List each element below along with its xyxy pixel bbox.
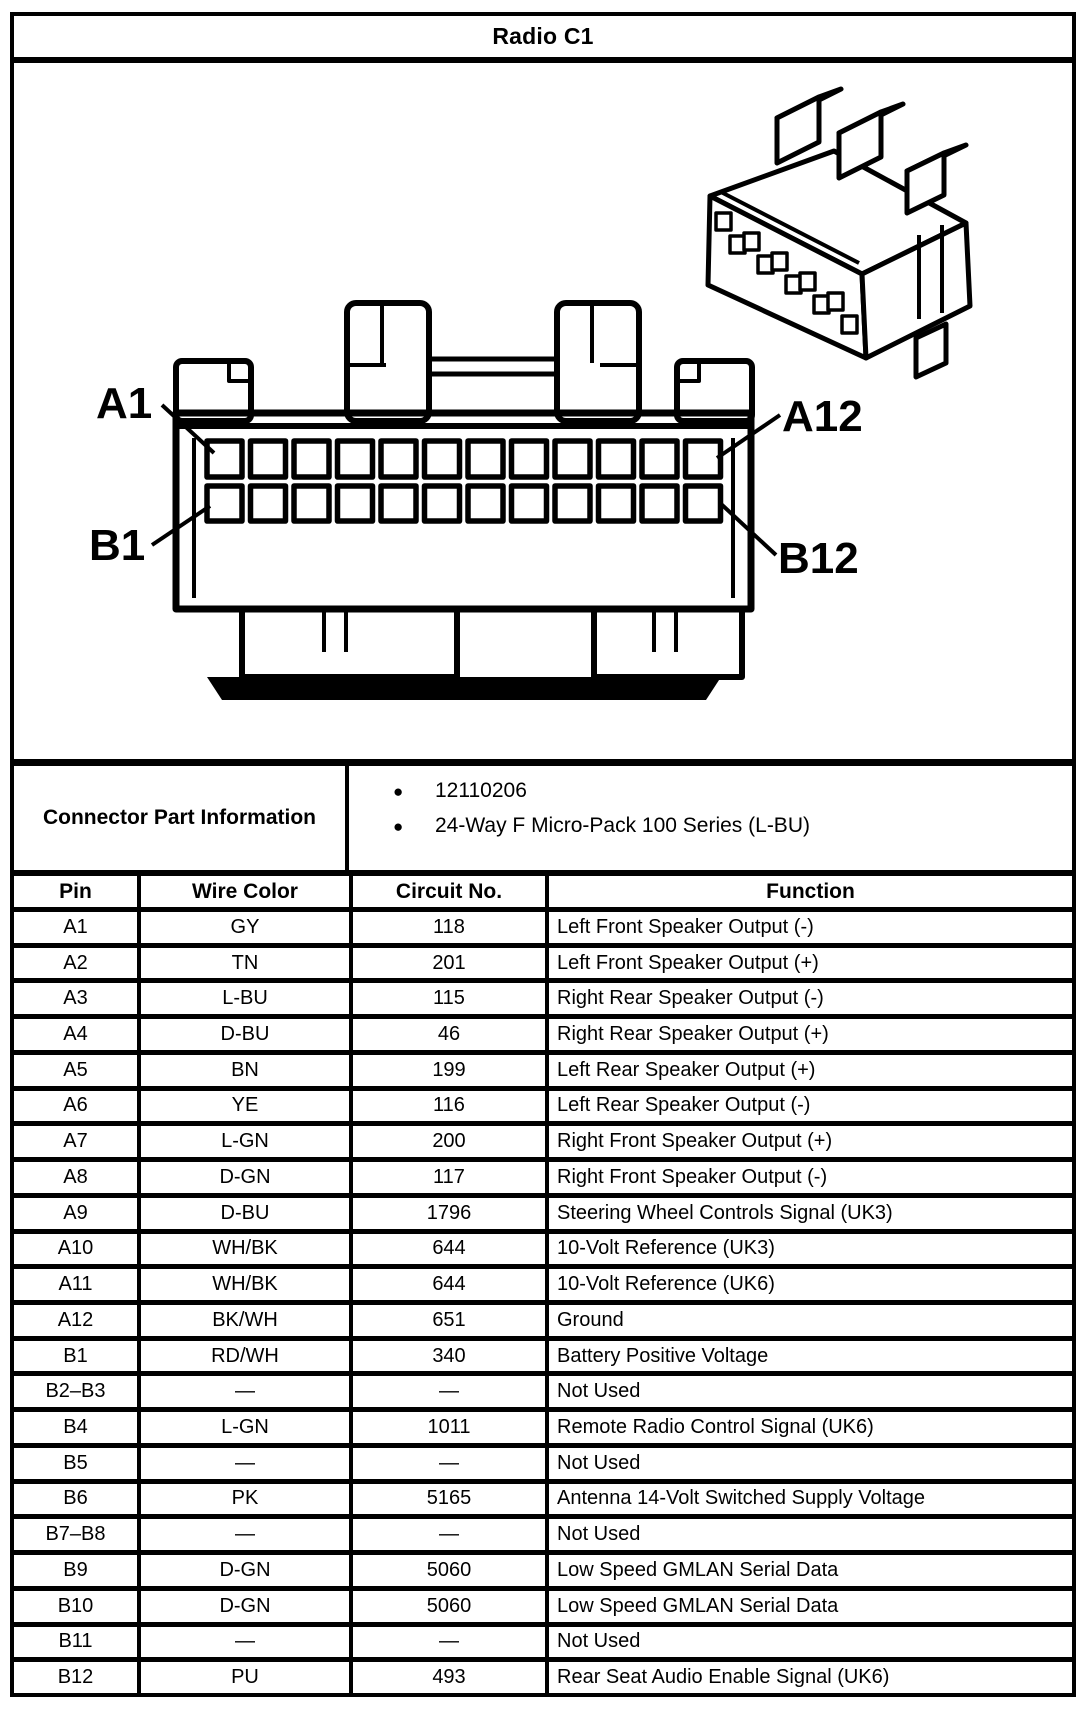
cell-function: Low Speed GMLAN Serial Data <box>545 1591 1072 1622</box>
pin-square <box>599 441 634 477</box>
cell-circuit-no: 644 <box>349 1234 545 1265</box>
table-row <box>14 1586 1072 1622</box>
table-row <box>14 907 1072 943</box>
cell-function: Left Rear Speaker Output (+) <box>545 1055 1072 1086</box>
isometric-connector-icon <box>708 89 970 377</box>
iso-terminal-square <box>828 293 843 310</box>
cell-circuit-no: — <box>349 1448 545 1479</box>
cell-wire-color: — <box>137 1376 349 1407</box>
cell-circuit-no: 199 <box>349 1055 545 1086</box>
cell-function: Steering Wheel Controls Signal (UK3) <box>545 1198 1072 1229</box>
table-row <box>14 1550 1072 1586</box>
cell-wire-color: — <box>137 1627 349 1658</box>
header-pin: Pin <box>59 879 92 903</box>
iso-terminal-square <box>772 253 787 270</box>
cell-function: Left Rear Speaker Output (-) <box>545 1091 1072 1122</box>
part-info-bullet <box>393 779 1072 804</box>
cell-circuit-no: — <box>349 1376 545 1407</box>
pin-square <box>425 441 460 477</box>
cell-function: Not Used <box>545 1519 1072 1550</box>
cell-pin: B11 <box>58 1630 93 1653</box>
cell-function: Right Front Speaker Output (+) <box>545 1126 1072 1157</box>
table-row <box>14 1371 1072 1407</box>
cell-function: Remote Radio Control Signal (UK6) <box>545 1412 1072 1443</box>
cell-pin: B2–B3 <box>45 1380 106 1403</box>
title-bar <box>14 16 1072 63</box>
iso-terminal-square <box>716 213 731 230</box>
cell-function: Not Used <box>545 1627 1072 1658</box>
cell-function: Right Rear Speaker Output (-) <box>545 983 1072 1014</box>
cell-wire-color: D-GN <box>137 1162 349 1193</box>
cell-circuit-no: — <box>349 1627 545 1658</box>
table-row <box>14 1264 1072 1300</box>
cell-wire-color: BN <box>137 1055 349 1086</box>
table-row <box>14 1300 1072 1336</box>
cell-wire-color: L-BU <box>137 983 349 1014</box>
cell-function: Left Front Speaker Output (-) <box>545 912 1072 943</box>
cell-circuit-no: 46 <box>349 1019 545 1050</box>
pin-square <box>555 441 590 477</box>
iso-post1-front <box>777 97 819 163</box>
cell-pin: A12 <box>57 1308 94 1331</box>
cell-wire-color: RD/WH <box>137 1341 349 1372</box>
cell-wire-color: — <box>137 1448 349 1479</box>
page-title: Radio C1 <box>492 23 594 49</box>
cell-wire-color: PU <box>137 1662 349 1693</box>
cell-circuit-no: 5165 <box>349 1484 545 1515</box>
cell-wire-color: D-BU <box>137 1198 349 1229</box>
part-info-bullet-list <box>349 766 1072 870</box>
cell-function: Right Rear Speaker Output (+) <box>545 1019 1072 1050</box>
table-row <box>14 1336 1072 1372</box>
cell-function: Rear Seat Audio Enable Signal (UK6) <box>545 1662 1072 1693</box>
pin-square <box>294 486 329 521</box>
leader-line-b1 <box>152 506 210 545</box>
cell-function: Antenna 14-Volt Switched Supply Voltage <box>545 1484 1072 1515</box>
table-row <box>14 1086 1072 1122</box>
cell-pin: B10 <box>57 1594 94 1617</box>
cell-pin: A6 <box>63 1094 88 1117</box>
table-row <box>14 1407 1072 1443</box>
cell-function: Not Used <box>545 1448 1072 1479</box>
cell-circuit-no: 5060 <box>349 1591 545 1622</box>
header-wire-color: Wire Color <box>137 876 349 907</box>
cell-wire-color: WH/BK <box>137 1234 349 1265</box>
cell-circuit-no: 1796 <box>349 1198 545 1229</box>
cell-wire-color: D-GN <box>137 1555 349 1586</box>
cell-function: Ground <box>545 1305 1072 1336</box>
bottom-skirt <box>207 677 721 700</box>
pin-square <box>338 486 373 521</box>
label-a1: A1 <box>96 379 153 428</box>
cell-circuit-no: 651 <box>349 1305 545 1336</box>
pin-square <box>468 441 503 477</box>
table-row <box>14 1622 1072 1658</box>
table-body <box>14 907 1072 1693</box>
pin-square <box>686 486 721 521</box>
table-row <box>14 1014 1072 1050</box>
table-header-row <box>14 870 1072 907</box>
cell-function: Right Front Speaker Output (-) <box>545 1162 1072 1193</box>
pin-square <box>686 441 721 477</box>
table-row <box>14 943 1072 979</box>
cell-pin: B7–B8 <box>45 1523 106 1546</box>
cell-pin: A8 <box>63 1165 88 1188</box>
cell-function: 10-Volt Reference (UK6) <box>545 1269 1072 1300</box>
cell-pin: A7 <box>63 1130 88 1153</box>
pin-table <box>14 870 1072 1693</box>
foot-right-notch <box>654 612 676 652</box>
pin-grid <box>207 441 721 521</box>
iso-terminal-square <box>744 233 759 250</box>
cell-pin: A9 <box>63 1201 88 1224</box>
cell-wire-color: GY <box>137 912 349 943</box>
header-function: Function <box>545 876 1072 907</box>
cell-circuit-no: 1011 <box>349 1412 545 1443</box>
table-row <box>14 1479 1072 1515</box>
cell-pin: B6 <box>63 1487 88 1510</box>
connector-diagram <box>14 63 1072 759</box>
cell-wire-color: WH/BK <box>137 1269 349 1300</box>
cell-wire-color: D-GN <box>137 1591 349 1622</box>
cell-pin: A11 <box>58 1273 93 1296</box>
cell-function: Left Front Speaker Output (+) <box>545 948 1072 979</box>
cell-circuit-no: 118 <box>349 912 545 943</box>
pin-square <box>294 441 329 477</box>
pin-square <box>512 441 547 477</box>
pin-square <box>207 486 242 521</box>
iso-post2-front <box>839 112 881 178</box>
cell-circuit-no: 5060 <box>349 1555 545 1586</box>
pin-square <box>251 486 286 521</box>
pin-square <box>599 486 634 521</box>
part-info-bullet <box>393 814 1072 839</box>
pin-square <box>251 441 286 477</box>
label-b12: B12 <box>778 534 859 583</box>
part-info-bullet-text: 12110206 <box>435 779 527 802</box>
table-row <box>14 978 1072 1014</box>
part-info-bullet-text: 24-Way F Micro-Pack 100 Series (L-BU) <box>435 814 810 837</box>
pin-square <box>555 486 590 521</box>
label-b1: B1 <box>89 521 146 570</box>
cell-function: Not Used <box>545 1376 1072 1407</box>
pin-square <box>642 486 677 521</box>
cell-pin: B4 <box>63 1416 88 1439</box>
table-row <box>14 1229 1072 1265</box>
cell-wire-color: D-BU <box>137 1019 349 1050</box>
cell-circuit-no: 493 <box>349 1662 545 1693</box>
cell-circuit-no: 116 <box>349 1091 545 1122</box>
pin-square <box>425 486 460 521</box>
header-circuit-no: Circuit No. <box>349 876 545 907</box>
cell-pin: A10 <box>57 1237 94 1260</box>
cell-wire-color: PK <box>137 1484 349 1515</box>
cell-pin: A1 <box>63 915 88 938</box>
pin-square <box>207 441 242 477</box>
cell-function: Low Speed GMLAN Serial Data <box>545 1555 1072 1586</box>
iso-terminal-square <box>842 316 857 333</box>
cell-pin: B5 <box>63 1451 88 1474</box>
cell-pin: A3 <box>63 987 88 1010</box>
pin-square <box>512 486 547 521</box>
table-row <box>14 1157 1072 1193</box>
table-row <box>14 1050 1072 1086</box>
foot-right <box>594 612 742 677</box>
cell-pin: B9 <box>63 1558 88 1581</box>
bullet-icon: ● <box>393 782 404 801</box>
document-frame <box>10 12 1076 1697</box>
iso-terminal-square <box>800 273 815 290</box>
cell-circuit-no: 117 <box>349 1162 545 1193</box>
cell-circuit-no: 340 <box>349 1341 545 1372</box>
cell-circuit-no: 115 <box>349 983 545 1014</box>
table-row <box>14 1443 1072 1479</box>
foot-left-notch <box>324 612 346 652</box>
table-row <box>14 1121 1072 1157</box>
pin-square <box>642 441 677 477</box>
cell-wire-color: — <box>137 1519 349 1550</box>
cell-pin: B12 <box>57 1666 94 1689</box>
cell-function: Battery Positive Voltage <box>545 1341 1072 1372</box>
cell-wire-color: BK/WH <box>137 1305 349 1336</box>
cell-wire-color: YE <box>137 1091 349 1122</box>
foot-left <box>242 612 457 677</box>
front-view-connector <box>176 303 752 700</box>
table-row <box>14 1514 1072 1550</box>
pin-square <box>338 441 373 477</box>
cell-pin: A4 <box>63 1023 88 1046</box>
cell-function: 10-Volt Reference (UK3) <box>545 1234 1072 1265</box>
cell-wire-color: L-GN <box>137 1412 349 1443</box>
part-info-label: Connector Part Information <box>14 766 349 870</box>
connector-diagram-svg <box>14 63 1072 759</box>
cell-circuit-no: 201 <box>349 948 545 979</box>
part-info-section <box>14 759 1072 870</box>
pin-square <box>381 441 416 477</box>
label-a12: A12 <box>782 392 863 441</box>
pin-square <box>468 486 503 521</box>
cell-circuit-no: 200 <box>349 1126 545 1157</box>
cell-circuit-no: 644 <box>349 1269 545 1300</box>
lock-tab-left <box>347 303 429 421</box>
cell-wire-color: L-GN <box>137 1126 349 1157</box>
bullet-icon: ● <box>393 817 404 836</box>
pin-square <box>381 486 416 521</box>
table-row <box>14 1657 1072 1693</box>
cell-pin: B1 <box>63 1344 88 1367</box>
cell-circuit-no: — <box>349 1519 545 1550</box>
cell-pin: A5 <box>63 1058 88 1081</box>
lock-tab-right <box>557 303 639 421</box>
table-row <box>14 1193 1072 1229</box>
cell-pin: A2 <box>63 951 88 974</box>
cell-wire-color: TN <box>137 948 349 979</box>
iso-post3-front <box>907 153 944 213</box>
